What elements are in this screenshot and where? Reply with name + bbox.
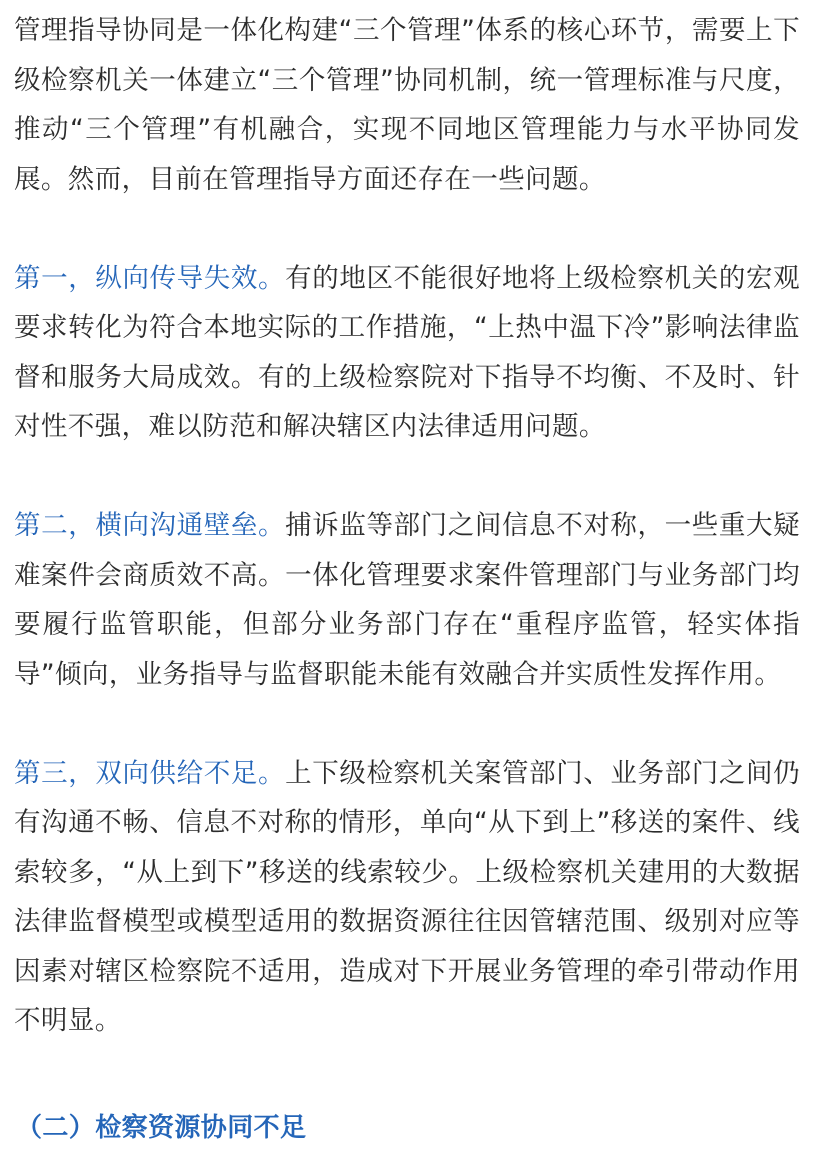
issue-paragraph-vertical xyxy=(14,254,800,452)
issue-text-bidirectional: 上下级检察机关案管部门、业务部门之间仍有沟通不畅、信息不对称的情形，单向“从下到上”移送的案件、线索较多，“从上到下”移送的线索较少。上级检察机关建用的大数据法律监督模型或模型适用的数据资源往往因管辖范围、级别对应等因素对辖区检察院不适用，造成对下开展业务管理的牵引带动作用不明显。 xyxy=(14,757,800,1036)
issue-paragraph-bidirectional xyxy=(14,749,800,1046)
issue-paragraph-horizontal xyxy=(14,501,800,699)
intro-paragraph-text: 管理指导协同是一体化构建“三个管理”体系的核心环节，需要上下级检察机关一体建立“三个管理”协同机制，统一管理标准与尺度，推动“三个管理”有机融合，实现不同地区管理能力与水平协同发展。然而，目前在管理指导方面还存在一些问题。 xyxy=(14,15,800,195)
issue-lead-vertical: 第一，纵向传导失效。 xyxy=(14,262,286,294)
article-body xyxy=(14,6,800,1046)
intro-paragraph xyxy=(14,6,800,204)
issue-text-vertical: 有的地区不能很好地将上级检察机关的宏观要求转化为符合本地实际的工作措施，“上热中温下冷”影响法律监督和服务大局成效。有的上级检察院对下指导不均衡、不及时、针对性不强，难以防范和解决辖区内法律适用问题。 xyxy=(14,262,800,442)
issue-lead-bidirectional: 第三，双向供给不足。 xyxy=(14,757,286,789)
issue-text-horizontal: 捕诉监等部门之间信息不对称，一些重大疑难案件会商质效不高。一体化管理要求案件管理部门与业务部门均要履行监管职能，但部分业务部门存在“重程序监管，轻实体指导”倾向，业务指导与监督职能未能有效融合并实质性发挥作用。 xyxy=(14,510,800,690)
section-heading: （二）检察资源协同不足 xyxy=(16,1113,307,1143)
issue-lead-horizontal: 第二，横向沟通壁垒。 xyxy=(14,510,286,541)
